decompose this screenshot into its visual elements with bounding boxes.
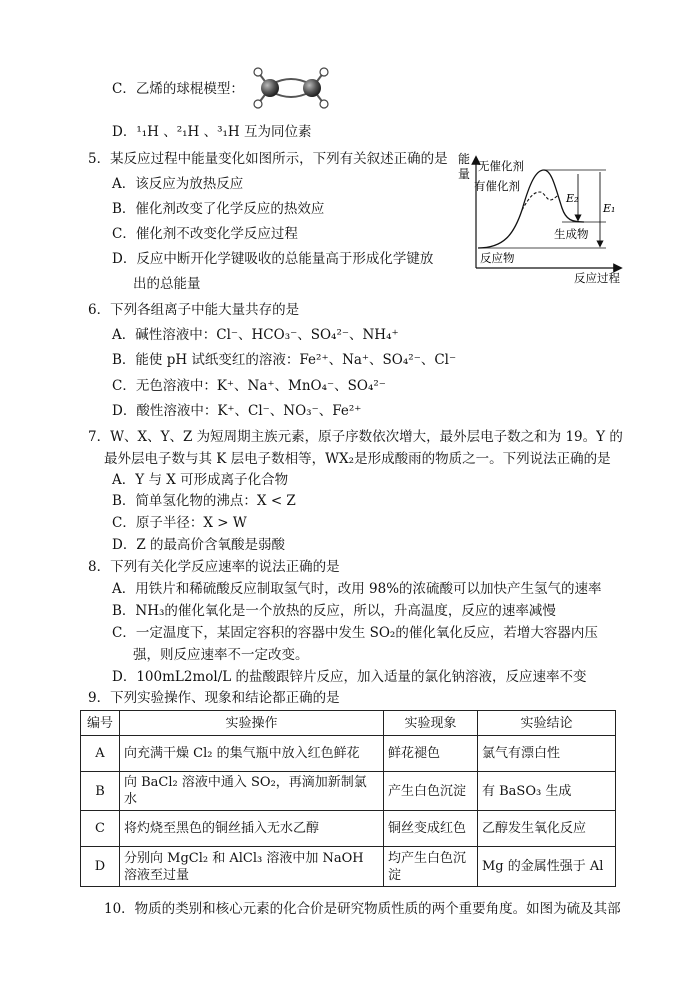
table-row [81, 847, 616, 887]
q6-option-a: A．碱性溶液中：Cl⁻、HCO₃⁻、SO₄²⁻、NH₄⁺ [112, 327, 399, 343]
cell-id: B [81, 772, 120, 811]
cell-operation: 向 BaCl₂ 溶液中通入 SO₂，再滴加新制氯水 [120, 772, 384, 811]
ethylene-ball-stick-model [250, 64, 340, 110]
q7-option-d: D．Z 的最高价含氧酸是弱酸 [112, 537, 285, 553]
q10-stem: 10．物质的类别和核心元素的化合价是研究物质性质的两个重要角度。如图为硫及其部 [104, 901, 621, 917]
q6-option-b: B．能使 pH 试纸变红的溶液：Fe²⁺、Na⁺、SO₄²⁻、Cl⁻ [112, 352, 457, 368]
q5-option-a: A．该反应为放热反应 [112, 176, 244, 192]
q5-stem: 5．某反应过程中能量变化如图所示，下列有关叙述正确的是 [88, 151, 448, 167]
table-row [81, 736, 616, 772]
q6-stem: 6．下列各组离子中能大量共存的是 [88, 302, 300, 318]
cell-conclusion: 氯气有漂白性 [478, 736, 616, 772]
energy-profile-diagram [456, 150, 626, 285]
cell-phenomenon: 鲜花褪色 [384, 736, 478, 772]
x-axis-label: 反应过程 [574, 271, 620, 285]
cell-id: D [81, 847, 120, 887]
label-e1: E₁ [603, 202, 616, 215]
q7-option-b: B．简单氢化物的沸点：X < Z [112, 493, 296, 509]
q7-stem-2: 最外层电子数与其 K 层电子数相等，WX₂是形成酸雨的物质之一。下列说法正确的是 [104, 451, 611, 467]
table-row [81, 772, 616, 811]
cell-operation: 将灼烧至黑色的铜丝插入无水乙醇 [120, 811, 384, 847]
cell-operation: 分别向 MgCl₂ 和 AlCl₃ 溶液中加 NaOH 溶液至过量 [120, 847, 384, 887]
header-conclusion: 实验结论 [478, 711, 616, 736]
label-reactant: 反应物 [480, 251, 515, 265]
cell-conclusion: 有 BaSO₃ 生成 [478, 772, 616, 811]
q8-option-a: A．用铁片和稀硫酸反应制取氢气时，改用 98%的浓硫酸可以加快产生氢气的速率 [112, 581, 602, 597]
q8-stem: 8．下列有关化学反应速率的说法正确的是 [88, 559, 340, 575]
q8-option-c: C．一定温度下，某固定容积的容器中发生 SO₂的催化氧化反应，若增大容器内压 [112, 625, 598, 641]
cell-operation: 向充满干燥 Cl₂ 的集气瓶中放入红色鲜花 [120, 736, 384, 772]
experiment-table [80, 710, 616, 887]
label-product: 生成物 [554, 227, 589, 241]
cell-conclusion: Mg 的金属性强于 Al [478, 847, 616, 887]
cell-phenomenon: 均产生白色沉淀 [384, 847, 478, 887]
q7-option-a: A．Y 与 X 可形成离子化合物 [112, 472, 289, 488]
y-axis-label-2: 量 [458, 167, 471, 181]
q6-option-c: C．无色溶液中：K⁺、Na⁺、MnO₄⁻、SO₄²⁻ [112, 378, 386, 394]
cell-phenomenon: 铜丝变成红色 [384, 811, 478, 847]
q8-option-c-cont: 强，则反应速率不一定改变。 [133, 647, 309, 663]
header-id: 编号 [81, 711, 120, 736]
q8-option-b: B．NH₃的催化氧化是一个放热的反应，所以，升高温度，反应的速率减慢 [112, 603, 556, 619]
header-phenomenon: 实验现象 [384, 711, 478, 736]
q4-option-c: C．乙烯的球棍模型： [112, 81, 244, 97]
q4-option-d: D．¹₁H 、²₁H 、³₁H 互为同位素 [112, 124, 312, 140]
q7-stem-1: 7．W、X、Y、Z 为短周期主族元素，原子序数依次增大，最外层电子数之和为 19。Y 的 [88, 429, 623, 445]
label-e2: E₂ [566, 192, 579, 205]
q5-option-d: D．反应中断开化学键吸收的总能量高于形成化学键放 [112, 251, 434, 267]
q5-option-b: B．催化剂改变了化学反应的热效应 [112, 201, 325, 217]
cell-id: C [81, 811, 120, 847]
y-axis-label-1: 能 [458, 152, 471, 166]
cell-phenomenon: 产生白色沉淀 [384, 772, 478, 811]
q7-option-c: C．原子半径：X > W [112, 515, 247, 531]
table-row [81, 811, 616, 847]
q6-option-d: D．酸性溶液中：K⁺、Cl⁻、NO₃⁻、Fe²⁺ [112, 403, 362, 419]
cell-conclusion: 乙醇发生氧化反应 [478, 811, 616, 847]
cell-id: A [81, 736, 120, 772]
q8-option-d: D．100mL2mol/L 的盐酸跟锌片反应，加入适量的氯化钠溶液，反应速率不变 [112, 669, 587, 685]
q5-option-d-cont: 出的总能量 [133, 276, 201, 292]
q5-option-c: C．催化剂不改变化学反应过程 [112, 226, 298, 242]
q9-stem: 9．下列实验操作、现象和结论都正确的是 [88, 690, 340, 706]
header-operation: 实验操作 [120, 711, 384, 736]
label-no-catalyst: 无催化剂 [478, 159, 524, 173]
table-header-row [81, 711, 616, 736]
label-catalyst: 有催化剂 [474, 179, 520, 193]
